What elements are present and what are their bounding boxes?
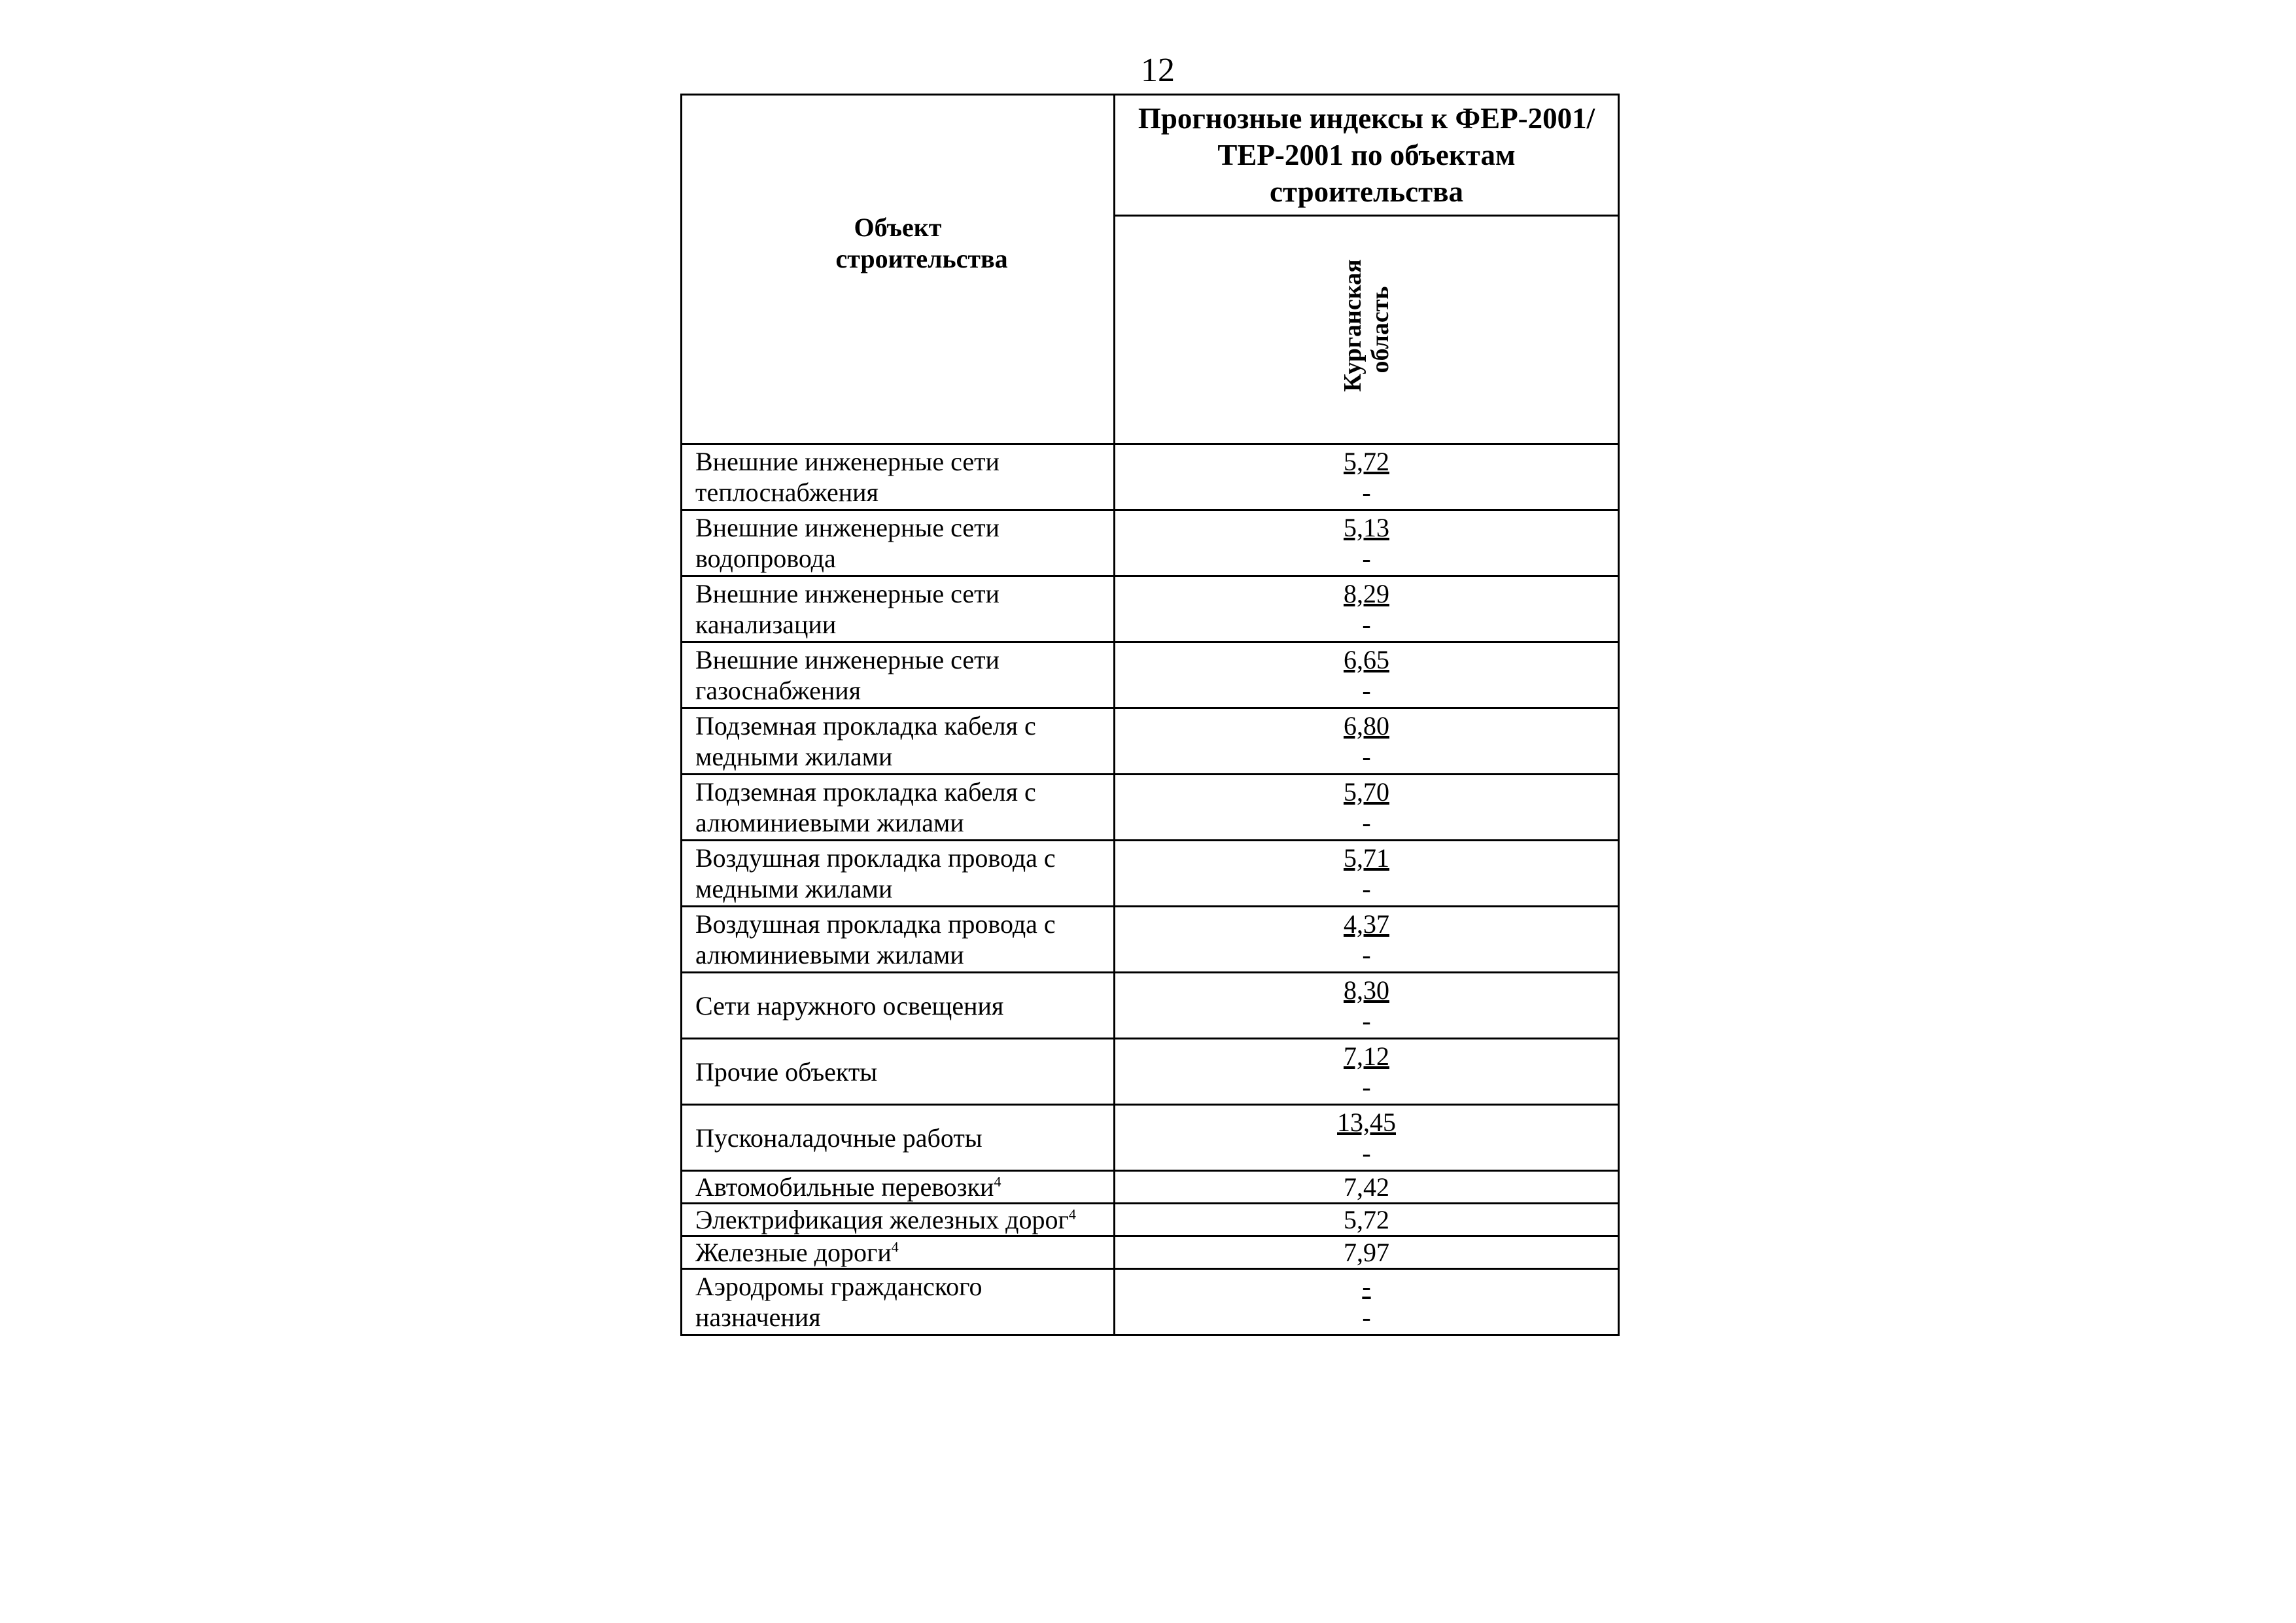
object-name: Воздушная прокладка провода с медными жилами [682,841,1115,907]
index-value: 6,65 [1344,645,1389,674]
secondary-value: - [1362,1302,1371,1332]
object-label: Электрификация железных дорог [695,1205,1069,1234]
object-name: Прочие объекты [682,1039,1115,1105]
index-value: 8,29 [1344,579,1389,608]
object-name: Внешние инженерные сети канализации [682,576,1115,642]
secondary-value: - [1362,742,1371,771]
index-value: 6,80 [1344,711,1389,741]
object-name: Аэродромы гражданского назначения [682,1269,1115,1335]
object-label: Железные дороги [695,1238,892,1267]
table-row [682,444,1619,510]
object-name: Внешние инженерные сети теплоснабжения [682,444,1115,510]
index-value-cell [1115,708,1619,775]
page-number: 12 [1141,52,1175,89]
index-value: 4,37 [1344,909,1389,939]
index-value: 5,72 [1344,447,1389,476]
region-header [1115,216,1619,444]
index-value: 5,70 [1344,777,1389,807]
index-value-cell [1115,1236,1619,1269]
secondary-value: - [1362,1072,1371,1102]
index-value-cell [1115,444,1619,510]
index-column-header: Прогнозные индексы к ФЕР-2001/ТЕР-2001 по объектам строительства [1115,95,1619,216]
table-row [682,775,1619,841]
index-value-cell [1115,1171,1619,1204]
index-value: 5,71 [1344,843,1389,873]
index-value-cell [1115,510,1619,576]
table-row [682,1204,1619,1236]
secondary-value: - [1362,940,1371,969]
table-row [682,1171,1619,1204]
index-value-cell [1115,576,1619,642]
index-value-cell [1115,1105,1619,1171]
index-table [680,94,1620,1336]
object-name [682,1171,1115,1204]
secondary-value: - [1362,1138,1371,1168]
footnote-mark: 4 [891,1238,899,1255]
index-value: - [1362,1272,1371,1301]
secondary-value: - [1362,610,1371,639]
table-row [682,708,1619,775]
object-name: Внешние инженерные сети водопровода [682,510,1115,576]
index-value-cell [1115,642,1619,708]
secondary-value: - [1362,1006,1371,1036]
index-value-cell [1115,973,1619,1039]
index-value: 5,13 [1344,513,1389,542]
object-name: Сети наружного освещения [682,973,1115,1039]
region-header-text: Курганская область [1339,259,1394,392]
secondary-value: - [1362,808,1371,837]
index-value-cell [1115,841,1619,907]
object-name [682,1236,1115,1269]
object-header-text: Объект строительства [835,212,1008,273]
table-row [682,1039,1619,1105]
index-value: 7,12 [1344,1041,1389,1071]
table-row [682,907,1619,973]
object-column-header [682,95,1115,444]
table-row [682,510,1619,576]
table-row [682,841,1619,907]
index-value: 8,30 [1344,975,1389,1005]
index-value-cell [1115,907,1619,973]
index-value: 13,45 [1337,1108,1396,1137]
table-row [682,576,1619,642]
object-name: Подземная прокладка кабеля с медными жилами [682,708,1115,775]
object-name: Пусконаладочные работы [682,1105,1115,1171]
secondary-value: - [1362,676,1371,705]
table-row [682,642,1619,708]
table-row [682,1269,1619,1335]
object-label: Автомобильные перевозки [695,1172,994,1202]
object-name: Подземная прокладка кабеля с алюминиевыми жилами [682,775,1115,841]
index-value: 5,72 [1344,1205,1389,1234]
index-value-cell [1115,1039,1619,1105]
table-row [682,1105,1619,1171]
table-row [682,973,1619,1039]
secondary-value: - [1362,544,1371,573]
index-value-cell [1115,1204,1619,1236]
footnote-mark: 4 [1068,1206,1076,1223]
index-value: 7,42 [1344,1172,1389,1202]
object-name: Внешние инженерные сети газоснабжения [682,642,1115,708]
index-value-cell [1115,775,1619,841]
index-value: 7,97 [1344,1238,1389,1267]
footnote-mark: 4 [994,1173,1001,1190]
object-name [682,1204,1115,1236]
object-name: Воздушная прокладка провода с алюминиевыми жилами [682,907,1115,973]
table-row [682,1236,1619,1269]
secondary-value: - [1362,478,1371,507]
index-value-cell [1115,1269,1619,1335]
secondary-value: - [1362,874,1371,903]
